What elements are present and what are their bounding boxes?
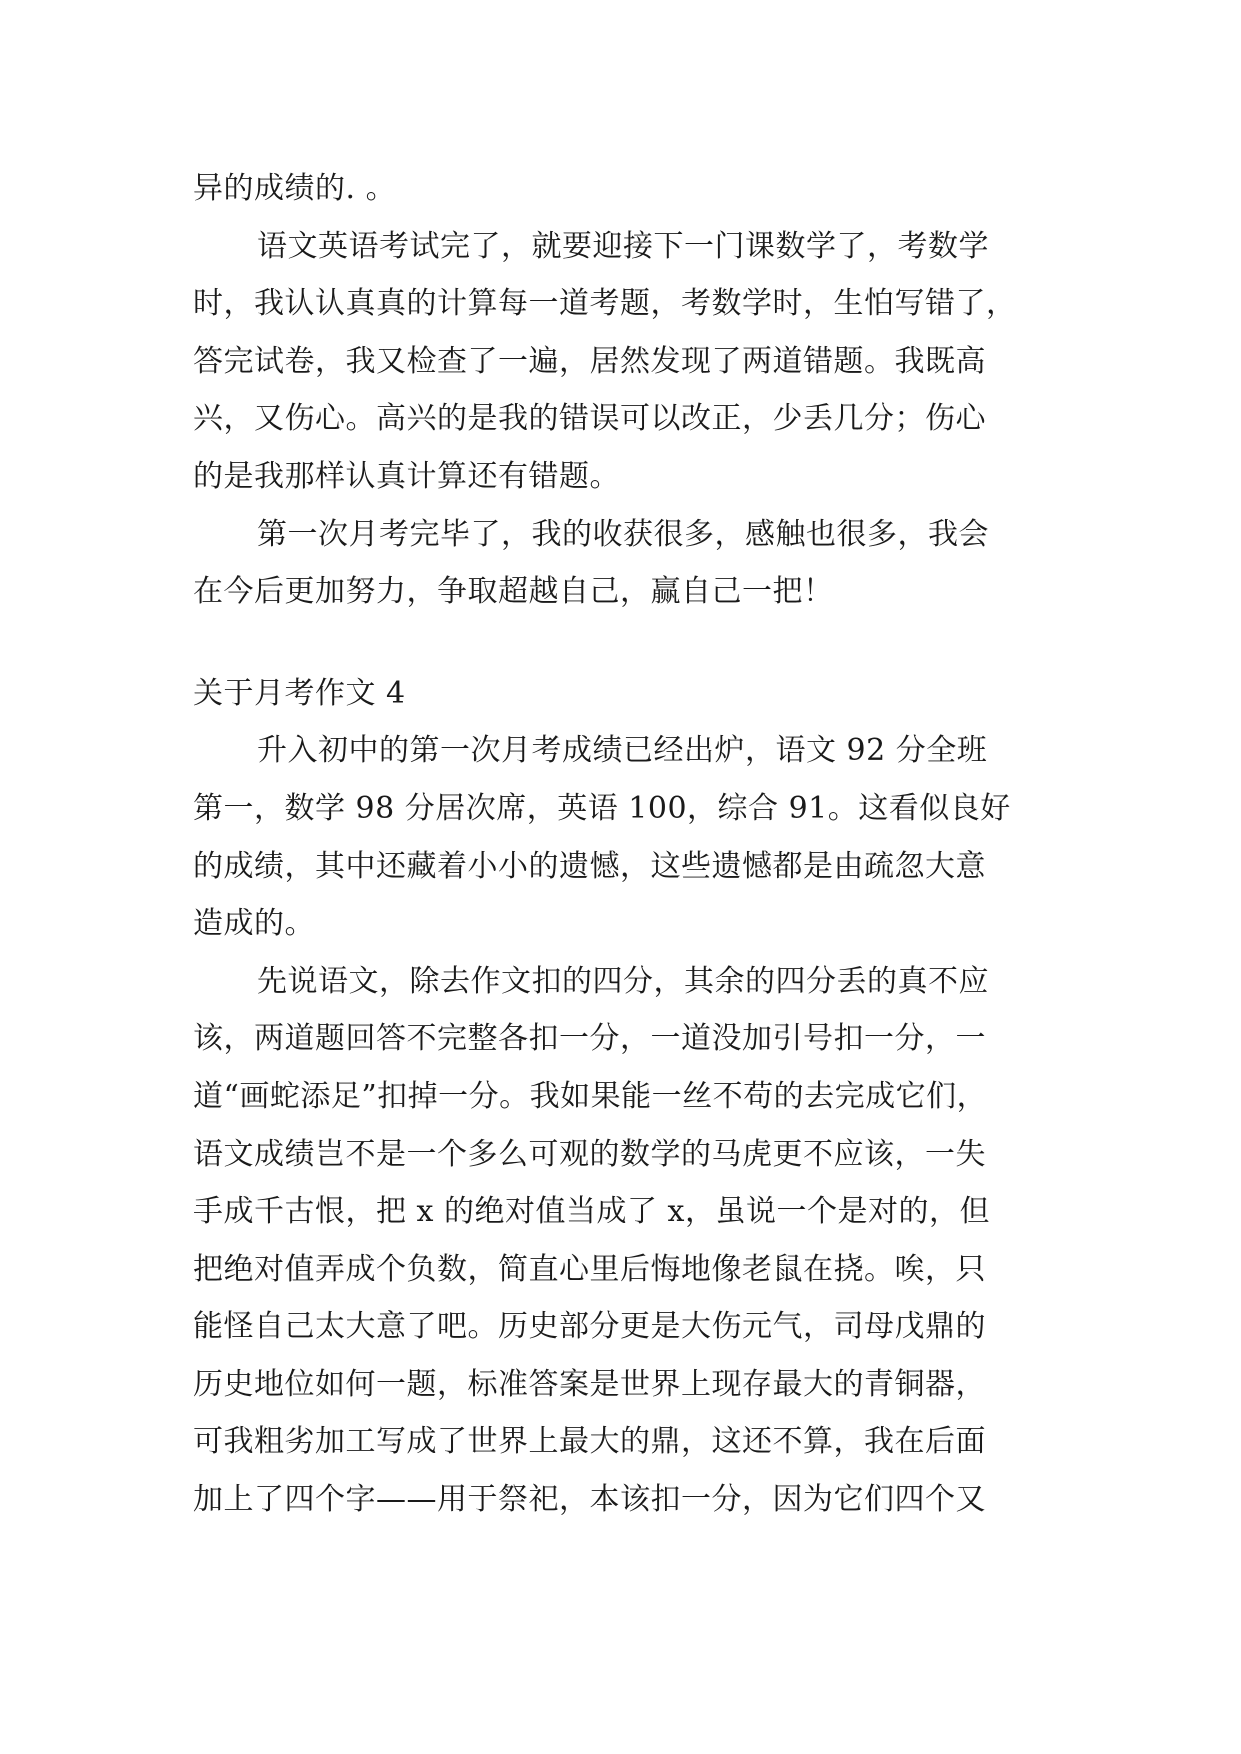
- paragraph-math-exam: [193, 218, 1055, 506]
- paragraph-scores: [193, 722, 1055, 952]
- text-line: 加上了四个字——用于祭祀，本该扣一分，因为它们四个又: [193, 1482, 986, 1518]
- text-line: 语文英语考试完了，就要迎接下一门课数学了，考数学: [257, 228, 989, 264]
- document-page: [193, 160, 1055, 1529]
- text-line: 能怪自己太大意了吧。历史部分更是大伤元气，司母戊鼎的: [193, 1309, 986, 1345]
- paragraph-previous-tail: [193, 160, 1055, 218]
- paragraph-conclusion: [193, 506, 1055, 621]
- text-line: 语文成绩岂不是一个多么可观的数学的马虎更不应该，一失: [193, 1136, 986, 1172]
- text-line: 时，我认认真真的计算每一道考题，考数学时，生怕写错了，: [193, 286, 1017, 322]
- section-spacer: [193, 621, 1055, 665]
- text-line: 升入初中的第一次月考成绩已经出炉，语文 92 分全班: [257, 733, 988, 769]
- text-line: 先说语文，除去作文扣的四分，其余的四分丢的真不应: [257, 963, 989, 999]
- text-line: 的成绩，其中还藏着小小的遗憾，这些遗憾都是由疏忽大意: [193, 848, 986, 884]
- text-line: 的是我那样认真计算还有错题。: [193, 458, 620, 494]
- text-line: 第一，数学 98 分居次席，英语 100，综合 91。这看似良好: [193, 790, 1011, 826]
- text-line: 兴，又伤心。高兴的是我的错误可以改正，少丢几分；伤心: [193, 401, 986, 437]
- text-line: 第一次月考完毕了，我的收获很多，感触也很多，我会: [257, 516, 989, 552]
- text-line: 该，两道题回答不完整各扣一分，一道没加引号扣一分，一: [193, 1021, 986, 1057]
- section-title: [193, 665, 1055, 723]
- text-line: 造成的。: [193, 906, 315, 942]
- text-line: 历史地位如何一题，标准答案是世界上现存最大的青铜器，: [193, 1366, 986, 1402]
- section-title-text: 关于月考作文 4: [193, 675, 406, 711]
- text-line: 异的成绩的. 。: [193, 171, 397, 206]
- text-line: 道“画蛇添足”扣掉一分。我如果能一丝不苟的去完成它们，: [193, 1078, 988, 1114]
- text-line: 把绝对值弄成个负数，简直心里后悔地像老鼠在挠。唉，只: [193, 1251, 986, 1287]
- text-line: 答完试卷，我又检查了一遍，居然发现了两道错题。我既高: [193, 343, 986, 379]
- text-line: 在今后更加努力，争取超越自己，赢自己一把！: [193, 574, 834, 610]
- paragraph-chinese-exam: [193, 953, 1055, 1529]
- text-line: 可我粗劣加工写成了世界上最大的鼎，这还不算，我在后面: [193, 1424, 986, 1460]
- text-line: 手成千古恨，把 x 的绝对值当成了 x，虽说一个是对的，但: [193, 1194, 990, 1230]
